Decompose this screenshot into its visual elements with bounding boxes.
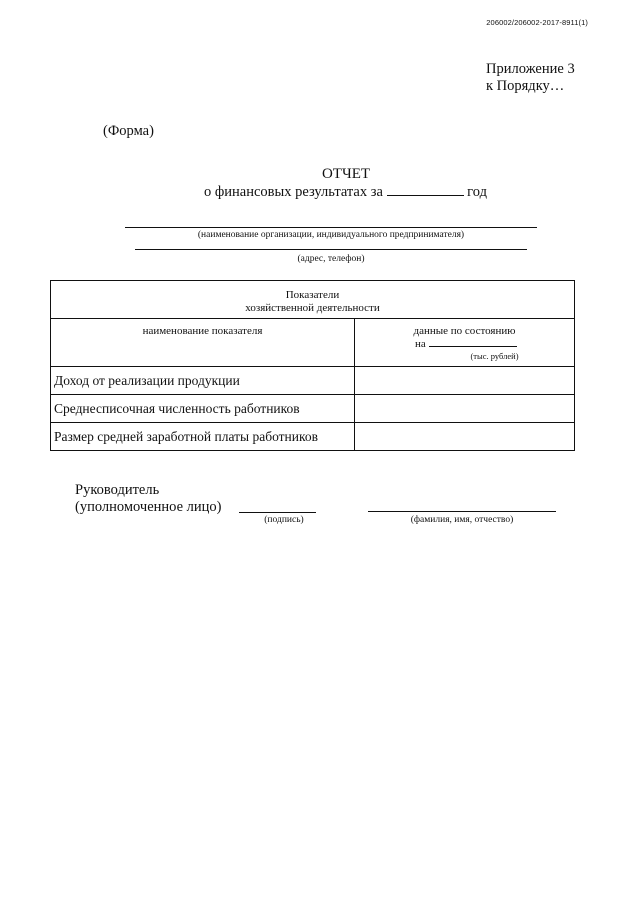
report-subtitle [204,183,487,201]
appendix-note [486,61,575,95]
row-value-income[interactable] [355,367,575,395]
date-blank-field[interactable] [429,337,517,347]
address-line[interactable] [135,249,527,250]
row-label-headcount: Среднесписочная численность работников [51,395,355,423]
column-data-header [355,319,575,367]
column-data-line-2 [355,337,574,350]
report-title: ОТЧЕТ [321,166,371,182]
signer-line-2: (уполномоченное лицо) [75,499,222,515]
table-row [51,367,575,395]
full-name-caption: (фамилия, имя, отчество) [410,515,514,525]
appendix-line-2: к Порядку… [486,78,565,94]
row-value-headcount[interactable] [355,395,575,423]
row-value-salary[interactable] [355,423,575,451]
organization-line[interactable] [125,227,537,228]
table-row [51,423,575,451]
column-header-row [51,319,575,367]
signature-line[interactable] [239,512,316,513]
year-blank-field[interactable] [387,183,464,196]
signer-block [75,482,222,516]
column-name-header: наименование показателя [51,319,355,367]
address-caption: (адрес, телефон) [297,254,365,264]
appendix-line-1: Приложение 3 [486,61,575,77]
full-name-line[interactable] [368,511,556,512]
subtitle-prefix: о финансовых результатах за [204,184,383,200]
row-label-salary: Размер средней заработной платы работников [51,423,355,451]
signer-line-1: Руководитель [75,482,160,498]
indicators-table [50,280,575,451]
document-id: 206002/206002-2017-8911(1) [486,18,588,27]
header-line-2: хозяйственной деятельности [245,301,380,314]
form-label: (Форма) [103,123,154,139]
table-header-row [51,281,575,319]
organization-caption: (наименование организации, индивидуального предпринимателя) [197,230,465,240]
table-header-cell [51,281,575,319]
column-data-line-1: данные по состоянию [413,325,516,337]
header-line-1: Показатели [285,289,340,301]
signature-caption: (подпись) [264,515,304,525]
row-label-income: Доход от реализации продукции [51,367,355,395]
column-data-prefix: на [415,338,426,350]
table-row [51,395,575,423]
column-data-unit: (тыс. рублей) [470,351,519,361]
subtitle-suffix: год [467,184,487,200]
